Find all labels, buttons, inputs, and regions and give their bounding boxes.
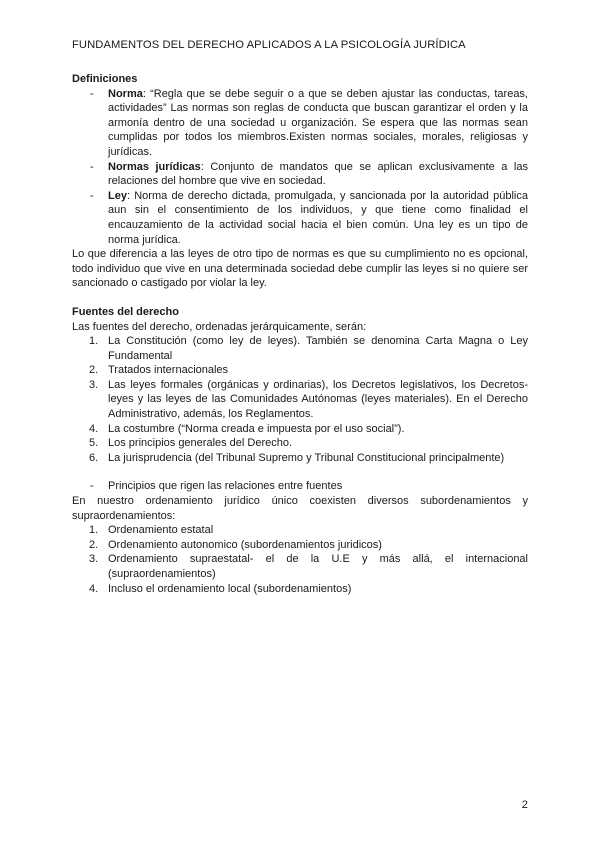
principios-list bbox=[72, 523, 528, 596]
list-text: Ordenamiento estatal bbox=[108, 524, 214, 537]
list-item bbox=[72, 422, 528, 437]
principios-bullet-list bbox=[72, 479, 528, 494]
document-body bbox=[72, 72, 528, 596]
list-item: - Normas jurídicas: Conjunto de mandatos que se aplican exclusivamente a las relaciones del hombre que vive en sociedad. bbox=[90, 160, 528, 188]
list-item bbox=[72, 582, 528, 597]
list-item bbox=[72, 363, 528, 378]
list-number: 4. bbox=[89, 422, 99, 435]
list-number: 3. bbox=[89, 553, 99, 566]
list-text: Los principios generales del Derecho. bbox=[108, 437, 293, 450]
list-number: 5. bbox=[89, 437, 99, 450]
list-number: 1. bbox=[89, 335, 99, 348]
list-text: La Constitución (como ley de leyes). También se denomina Carta Magna o Ley Fundamental bbox=[108, 335, 528, 362]
definition-text: : “Regla que se debe seguir o a que se deben ajustar las conductas, tareas, actividades” Las normas son reglas de conducta que buscan garantizar el orden y la armonía dentro de una sociedad u organización. Se espera que las normas sean cumplidas por todos los miembros.Existen normas sociales, morales, religiosas y jurídicas. bbox=[108, 87, 528, 158]
list-item: - Norma: “Regla que se debe seguir o a que se deben ajustar las conductas, tareas, actividades” Las normas son reglas de conducta que buscan garantizar el orden y la armonía dentro de una sociedad u organización. Se espera que las normas sean cumplidas por todos los miembros.Existen normas sociales, morales, religiosas y jurídicas. bbox=[90, 87, 528, 158]
list-number: 4. bbox=[89, 582, 99, 595]
list-number: 2. bbox=[89, 538, 99, 551]
list-item: - Ley: Norma de derecho dictada, promulgada, y sancionada por la autoridad pública aun sin el consentimiento de los individuos, y que tiene como finalidad el encauzamiento de la actividad social hacia el bien común. Una ley es un tipo de norma jurídica. bbox=[90, 189, 528, 246]
fuentes-list bbox=[72, 334, 528, 465]
list-text: Ordenamiento autonomico (subordenamientos juridicos) bbox=[108, 538, 382, 551]
fuentes-heading: Fuentes del derecho bbox=[72, 305, 179, 318]
list-number: 3. bbox=[89, 378, 99, 391]
list-item bbox=[72, 538, 528, 553]
list-number: 2. bbox=[89, 364, 99, 377]
list-item bbox=[72, 451, 528, 466]
page-number: 2 bbox=[521, 799, 528, 811]
principios-intro: En nuestro ordenamiento jurídico único coexisten diversos subordenamientos y supraordenamientos: bbox=[72, 495, 528, 522]
definiciones-heading: Definiciones bbox=[72, 73, 138, 85]
term-ley: Ley bbox=[108, 189, 127, 202]
list-number: 6. bbox=[89, 451, 99, 464]
definition-text: : Norma de derecho dictada, promulgada, y sancionada por la autoridad pública aun sin el consentimiento de los individuos, y que tiene como finalidad el encauzamiento de la actividad social hacia el bien común. Una ley es un tipo de norma jurídica. bbox=[108, 189, 528, 246]
list-text: Tratados internacionales bbox=[108, 364, 229, 377]
list-item bbox=[72, 334, 528, 363]
principios-bullet: Principios que rigen las relaciones entre fuentes bbox=[108, 480, 343, 493]
list-item bbox=[72, 552, 528, 581]
list-number: 1. bbox=[89, 524, 99, 537]
list-item bbox=[72, 378, 528, 422]
definiciones-paragraph: Lo que diferencia a las leyes de otro tipo de normas es que su cumplimiento no es opcional, todo individuo que vive en una determinada sociedad debe cumplir las leyes si no quiere ser sancionado o castigado por violar la ley. bbox=[72, 248, 528, 290]
list-text: Incluso el ordenamiento local (subordenamientos) bbox=[108, 582, 352, 595]
list-text: La costumbre (“Norma creada e impuesta por el uso social”). bbox=[108, 422, 405, 435]
list-item bbox=[72, 436, 528, 451]
term-normas-juridicas: Normas jurídicas bbox=[108, 160, 201, 173]
term-norma: Norma bbox=[108, 87, 143, 100]
list-text: Las leyes formales (orgánicas y ordinarias), los Decretos legislativos, los Decretos-leyes y las leyes de las Comunidades Autónomas (leyes materiales). En el Derecho Administrativo, además, los Reglamentos. bbox=[108, 378, 528, 421]
list-text: Ordenamiento supraestatal- el de la U.E y más allá, el internacional (supraordenamientos) bbox=[108, 553, 528, 580]
definition-text: : Conjunto de mandatos que se aplican exclusivamente a las relaciones del hombre que vive en sociedad. bbox=[108, 160, 528, 188]
definiciones-list bbox=[72, 87, 528, 248]
fuentes-intro: Las fuentes del derecho, ordenadas jerárquicamente, serán: bbox=[72, 320, 367, 333]
list-item: - Principios que rigen las relaciones entre fuentes bbox=[90, 480, 343, 493]
list-item bbox=[72, 523, 528, 538]
page-header: FUNDAMENTOS DEL DERECHO APLICADOS A LA PSICOLOGÍA JURÍDICA bbox=[72, 39, 466, 51]
list-text: La jurisprudencia (del Tribunal Supremo y Tribunal Constitucional principalmente) bbox=[108, 451, 505, 464]
